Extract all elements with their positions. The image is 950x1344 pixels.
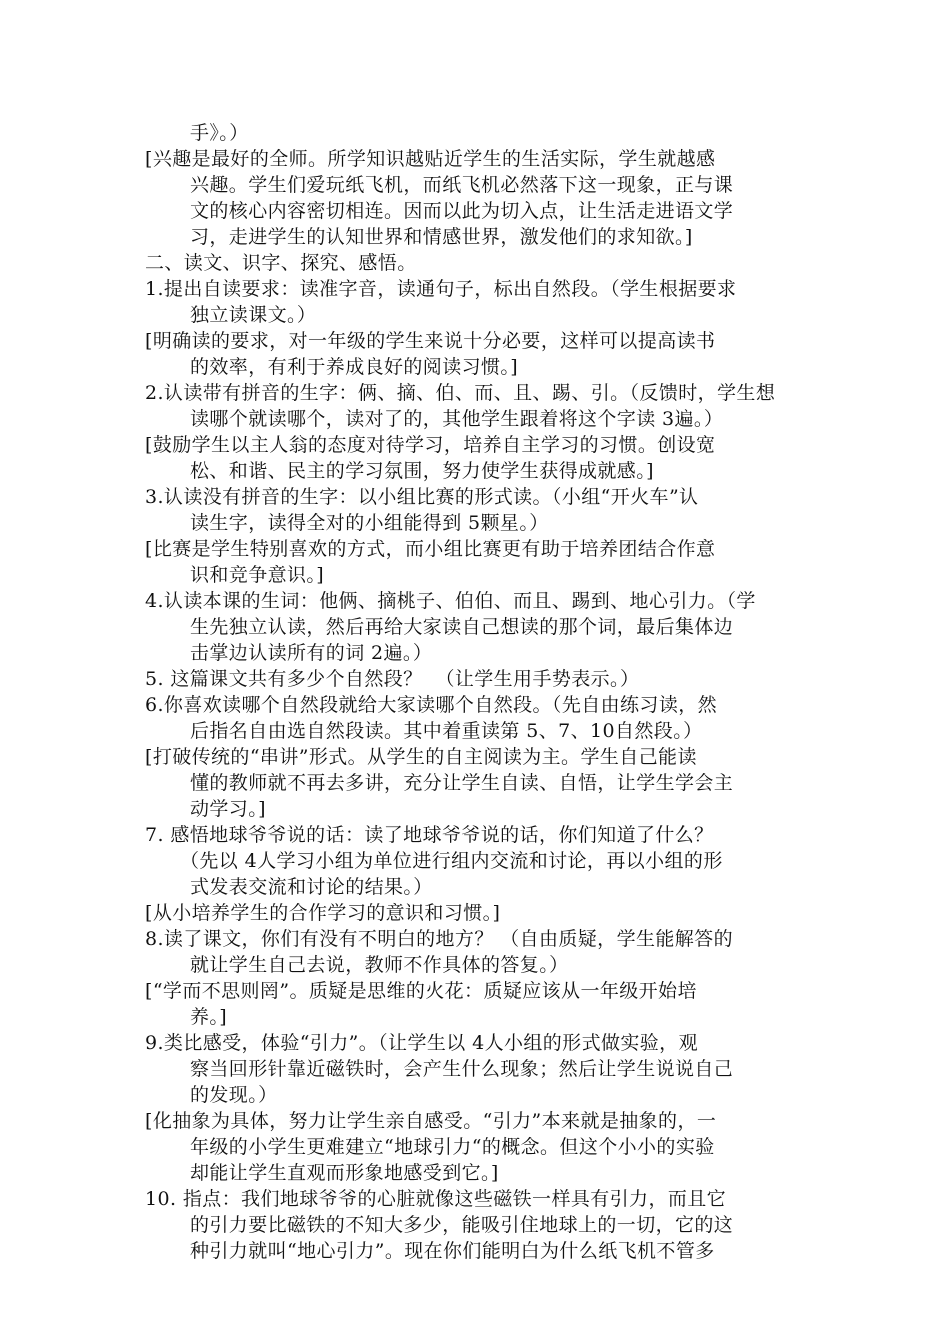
text-line: 4.认读本课的生词：他俩、摘桃子、伯伯、而且、踢到、地心引力。（学 bbox=[145, 590, 756, 612]
text-line: 的效率，有利于养成良好的阅读习惯。] bbox=[190, 356, 519, 378]
text-line: 9.类比感受，体验“引力”。（让学生以 4人小组的形式做实验，观 bbox=[145, 1032, 698, 1054]
text-line: 文的核心内容密切相连。因而以此为切入点，让生活走进语文学 bbox=[190, 200, 734, 222]
text-line: [明确读的要求，对一年级的学生来说十分必要，这样可以提高读书 bbox=[145, 330, 716, 352]
text-line: 察当回形针靠近磁铁时，会产生什么现象；然后让学生说说自己 bbox=[190, 1058, 734, 1080]
text-line: [“学而不思则罔”。质疑是思维的火花：质疑应该从一年级开始培 bbox=[145, 980, 697, 1002]
section-heading: 二、读文、识字、探究、感悟。 bbox=[145, 252, 417, 274]
text-line: 兴趣。学生们爱玩纸飞机，而纸飞机必然落下这一现象，正与课 bbox=[190, 174, 734, 196]
text-line: [化抽象为具体，努力让学生亲自感受。“引力”本来就是抽象的，一 bbox=[145, 1110, 717, 1132]
text-line: 习，走进学生的认知世界和情感世界，激发他们的求知欲。] bbox=[190, 226, 693, 248]
text-line: [打破传统的“串讲”形式。从学生的自主阅读为主。学生自己能读 bbox=[145, 746, 697, 768]
text-line: 年级的小学生更难建立“地球引力“的概念。但这个小小的实验 bbox=[190, 1136, 715, 1158]
text-line: 5. 这篇课文共有多少个自然段？ （让学生用手势表示。） bbox=[145, 668, 640, 690]
text-line: 10. 指点：我们地球爷爷的心脏就像这些磁铁一样具有引力，而且它 bbox=[145, 1188, 727, 1210]
text-line: 式发表交流和讨论的结果。） bbox=[190, 876, 433, 898]
text-line: [比赛是学生特别喜欢的方式，而小组比赛更有助于培养团结合作意 bbox=[145, 538, 716, 560]
text-line: 1.提出自读要求：读准字音，读通句子，标出自然段。（学生根据要求 bbox=[145, 278, 737, 300]
text-line: 7. 感悟地球爷爷说的话：读了地球爷爷说的话，你们知道了什么？ bbox=[145, 824, 714, 846]
text-line: 后指名自由选自然段读。其中着重读第 5、7、10自然段。） bbox=[190, 720, 703, 742]
text-line: 读哪个就读哪个，读对了的，其他学生跟着将这个字读 3遍。） bbox=[190, 408, 724, 430]
text-line: 养。] bbox=[190, 1006, 228, 1028]
text-line: 识和竞争意识。] bbox=[190, 564, 325, 586]
text-line: 种引力就叫“地心引力”。现在你们能明白为什么纸飞机不管多 bbox=[190, 1240, 715, 1262]
text-line: 2.认读带有拼音的生字：俩、摘、伯、而、且、踢、引。（反馈时，学生想 bbox=[145, 382, 776, 404]
text-line: 3.认读没有拼音的生字：以小组比赛的形式读。（小组“开火车”认 bbox=[145, 486, 699, 508]
text-line: 的发现。） bbox=[190, 1084, 278, 1106]
text-line: 独立读课文。） bbox=[190, 304, 317, 326]
text-line: 就让学生自己去说，教师不作具体的答复。） bbox=[190, 954, 569, 976]
text-line: 松、和谐、民主的学习氛围，努力使学生获得成就感。] bbox=[190, 460, 654, 482]
text-line: （先以 4人学习小组为单位进行组内交流和讨论，再以小组的形 bbox=[180, 850, 723, 872]
text-line: [兴趣是最好的全师。所学知识越贴近学生的生活实际，学生就越感 bbox=[145, 148, 716, 170]
text-line: 8.读了课文，你们有没有不明白的地方？ （自由质疑，学生能解答的 bbox=[145, 928, 733, 950]
text-line: 动学习。] bbox=[190, 798, 266, 820]
text-line: 懂的教师就不再去多讲，充分让学生自读、自悟，让学生学会主 bbox=[190, 772, 734, 794]
text-line: 击掌边认读所有的词 2遍。） bbox=[190, 642, 433, 664]
text-line: 6.你喜欢读哪个自然段就给大家读哪个自然段。（先自由练习读，然 bbox=[145, 694, 718, 716]
text-line: 手》。） bbox=[190, 122, 249, 144]
text-line: 的引力要比磁铁的不知大多少，能吸引住地球上的一切，它的这 bbox=[190, 1214, 734, 1236]
text-line: [从小培养学生的合作学习的意识和习惯。] bbox=[145, 902, 501, 924]
text-line: 生先独立认读，然后再给大家读自己想读的那个词，最后集体边 bbox=[190, 616, 734, 638]
text-line: 读生字，读得全对的小组能得到 5颗星。） bbox=[190, 512, 549, 534]
text-line: [鼓励学生以主人翁的态度对待学习，培养自主学习的习惯。创设宽 bbox=[145, 434, 716, 456]
text-line: 却能让学生直观而形象地感受到它。] bbox=[190, 1162, 499, 1184]
